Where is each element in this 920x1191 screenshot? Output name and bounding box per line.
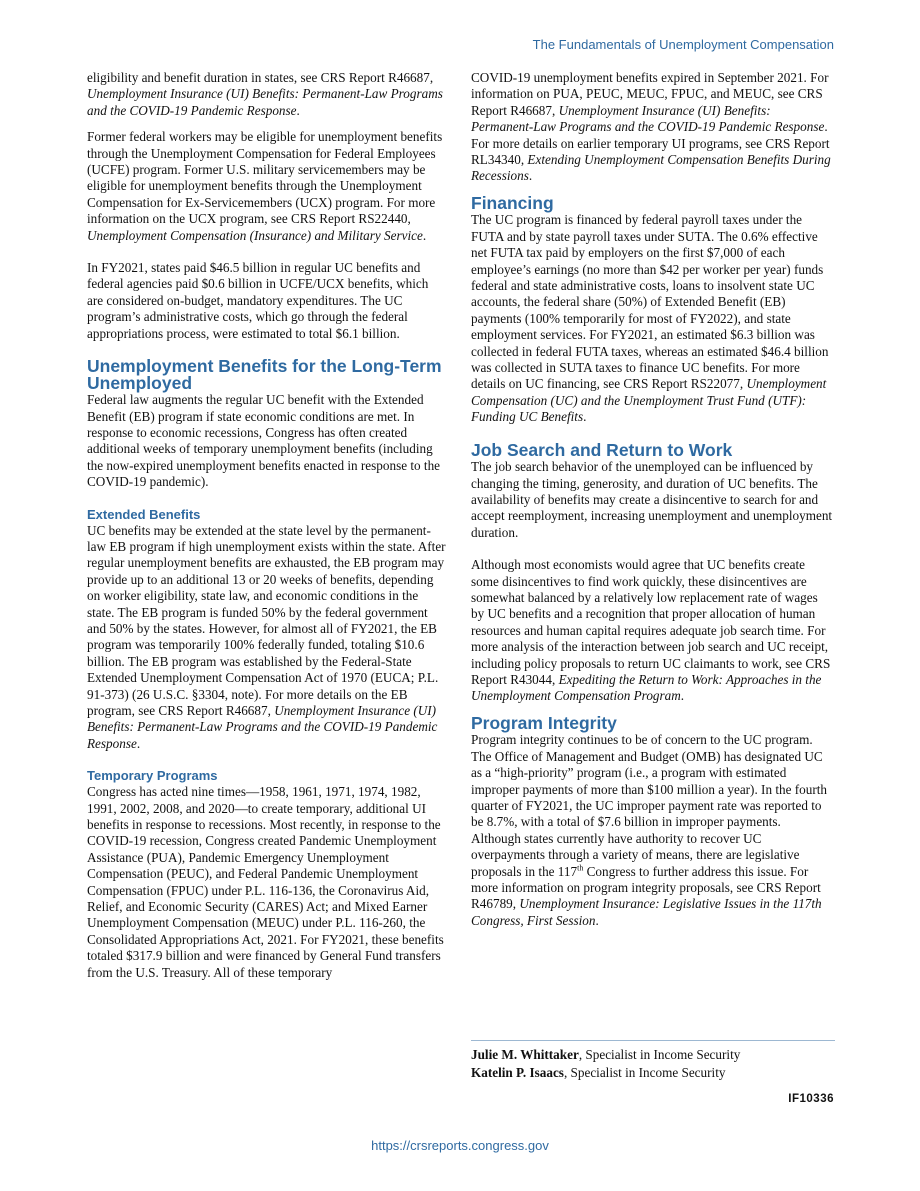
report-title: Unemployment Insurance (UI) Benefits: Permanent-Law Programs and the COVID-19 Pandemic Response (471, 102, 825, 135)
paragraph: eligibility and benefit duration in states, see CRS Report R46687, Unemployment Insurance (UI) Benefits: Permanent-Law Programs and the COVID-19 Pandemic Response. (87, 70, 443, 118)
paragraph: UC benefits may be extended at the state level by the permanent-law EB program if high unemployment exists within the state. After regular unemployment benefits are exhausted, the EB program may provide up to an additional 13 or 20 weeks of benefits, depending on worker eligibility, state law, and economic conditions in the state. The EB program is funded 50% by the federal government and 50% by the states. However, for almost all of FY2021, the EB program was temporarily 100% federally funded, totaling $10.6 billion. The EB program was established by the Federal-State Extended Unemployment Compensation Act of 1970 (EUCA; P.L. 91-373) (26 U.S.C. §3304, note). For more details on the EB program, see CRS Report R46687, Unemployment Insurance (UI) Benefits: Permanent-Law Programs and the COVID-19 Pandemic Response. (87, 522, 446, 751)
paragraph: COVID-19 unemployment benefits expired in September 2021. For information on PUA, PEUC, MEUC, FPUC, and MEUC, see CRS Report R46687, Unemployment Insurance (UI) Benefits: Permanent-Law Programs and the COVID-19 Pandemic Response. For more details on earlier temporary UI programs, see CRS Report RL34340, Extending Unemployment Compensation Benefits During Recessions. (471, 70, 831, 184)
author-line: Katelin P. Isaacs, Specialist in Income Security (471, 1065, 726, 1080)
paragraph: Congress has acted nine times—1958, 1961, 1971, 1974, 1982, 1991, 2002, 2008, and 2020—to create temporary, additional UI benefits in response to recessions. Most recently, in response to the COVID-19 recession, Congress created Pandemic Unemployment Assistance (PUA), Pandemic Emergency Unemployment Compensation (PEUC), and Federal Pandemic Unemployment Compensation (FPUC) under P.L. 116-136, the Coronavirus Aid, Relief, and Economic Security (CARES) Act; and Mixed Earner Unemployment Compensation (MEUC) under P.L. 116-260, the Consolidated Appropriations Act, 2021. For FY2021, these benefits totaled $317.9 billion and were financed by General Fund transfers from the U.S. Treasury. All of these temporary (87, 784, 444, 980)
paragraph: The job search behavior of the unemployed can be influenced by changing the timing, generosity, and duration of UC benefits. The availability of benefits may create a disincentive to search for and accept reemployment, increasing unemployment and unemployment duration. (471, 459, 833, 540)
report-title: Extending Unemployment Compensation Benefits During Recessions (471, 152, 831, 184)
author-name: Julie M. Whittaker (471, 1047, 579, 1062)
paragraph: The UC program is financed by federal payroll taxes under the FUTA and by state payroll taxes under SUTA. The 0.6% effective net FUTA tax paid by employers on the first $7,000 of each employee’s earnings (no more than $42 per worker per year) funds federal and state administrative costs, loans to insolvent state UC accounts, the federal share (50%) of Extended Benefit (EB) payments (100% temporarily for most of FY2022), and state employment services. For FY2021, an estimated $6.3 billion was collected in federal FUTA taxes, whereas an estimated $46.4 billion was collected in SUTA taxes to finance UC benefits. For more details on UC financing, see CRS Report RS22077, Unemployment Compensation (UC) and the Unemployment Trust Fund (UTF): Funding UC Benefits. (471, 212, 829, 425)
author-line: Julie M. Whittaker, Specialist in Income Security (471, 1047, 741, 1062)
paragraph: Program integrity continues to be of concern to the UC program. The Office of Management and Budget (OMB) has designated UC as a “high-priority” program (i.e., a program with estimated improper payments of more than $100 million a year). In the fourth quarter of FY2021, the UC improper payment rate was reported to be 8.7%, with a total of $7.6 billion in improper payments. Although states currently have authority to recover UC overpayments through a variety of means, there are legislative proposals in the 117th Congress to further address this issue. For more information on program integrity proposals, see CRS Report R46789, Unemployment Insurance: Legislative Issues in the 117th Congress, First Session. (471, 732, 827, 928)
report-id: IF10336 (788, 1093, 834, 1105)
report-title: Expediting the Return to Work: Approaches in the Unemployment Compensation Program (471, 672, 822, 704)
section-heading-program-integrity: Program Integrity (471, 712, 617, 733)
running-title: The Fundamentals of Unemployment Compensation (532, 37, 834, 52)
report-title: Unemployment Compensation (UC) and the Unemployment Trust Fund (UTF): Funding UC Benefits (471, 376, 827, 425)
section-heading-job-search: Job Search and Return to Work (471, 439, 733, 460)
report-title: Unemployment Compensation (Insurance) and Military Service (87, 227, 423, 243)
author-block (471, 1040, 835, 1082)
report-title: Unemployment Insurance: Legislative Issues in the 117th Congress, First Session (471, 896, 822, 928)
right-column (471, 70, 833, 939)
paragraph: Former federal workers may be eligible for unemployment benefits through the Unemployment Compensation for Federal Employees (UCFE) program. Former U.S. military servicemembers may be eligible for unemployment benefits through the Unemployment Compensation for Ex-Servicemembers (UCX) program. For more information on the UCX program, see CRS Report RS22440, Unemployment Compensation (Insurance) and Military Service. (87, 129, 443, 243)
footer-url-link[interactable]: https://crsreports.congress.gov (371, 1138, 549, 1153)
subheading-temporary-programs: Temporary Programs (87, 768, 218, 784)
subheading-extended-benefits: Extended Benefits (87, 506, 201, 522)
left-column (87, 70, 447, 991)
paragraph: Although most economists would agree that UC benefits create some disincentives to find work quickly, these disincentives are somewhat balanced by a relatively low replacement rate of wages by UC benefits and a recognition that proper allocation of human resources and human capital requires adequate job search time. For more analysis of the interaction between job search and UC receipt, including policy proposals to return UC claimants to work, see CRS Report R43044, Expediting the Return to Work: Approaches in the Unemployment Compensation Program. (471, 557, 831, 704)
paragraph: In FY2021, states paid $46.5 billion in regular UC benefits and federal agencies paid $0.6 billion in UCFE/UCX benefits, which are considered on-budget, mandatory expenditures. The UC program’s administrative costs, which go through the federal appropriations process, were estimated to total $6.1 billion. (87, 260, 429, 341)
section-heading-financing: Financing (471, 192, 554, 213)
report-title: Unemployment Insurance (UI) Benefits: Permanent-Law Programs and the COVID-19 Pandemic Response (87, 703, 438, 751)
author-name: Katelin P. Isaacs (471, 1065, 564, 1080)
report-title: Unemployment Insurance (UI) Benefits: Permanent-Law Programs and the COVID-19 Pandemic Response (87, 86, 443, 118)
paragraph: Federal law augments the regular UC benefit with the Extended Benefit (EB) program if state economic conditions are met. In response to economic recessions, Congress has often created additional weeks of temporary unemployment benefits (including the now-expired unemployment benefits enacted in response to the COVID-19 pandemic). (87, 392, 441, 490)
section-heading-long-term: Unemployment Benefits for the Long-Term Unemployed (87, 356, 442, 393)
